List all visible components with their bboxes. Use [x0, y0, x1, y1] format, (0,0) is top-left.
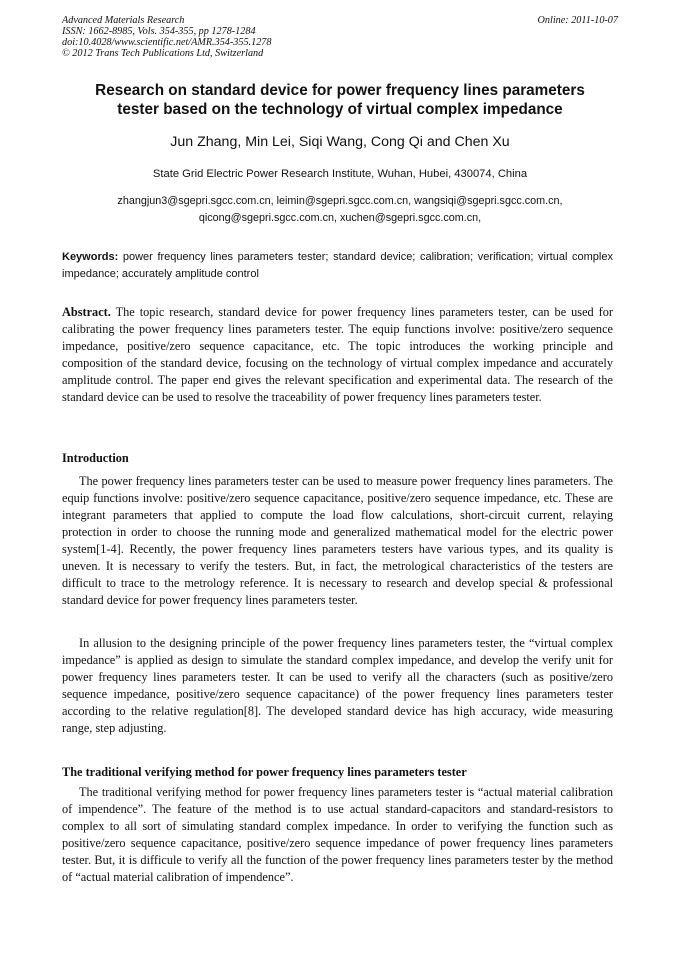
online-date: Online: 2011-10-07	[537, 15, 618, 26]
abstract-label: Abstract.	[62, 305, 111, 319]
traditional-method-paragraph: The traditional verifying method for power frequency lines parameters tester is “actual material calibration of impendence”. The feature of the method is to use actual standard-capacitors and standard-resistors to complex to all sort of simulating standard complex impedance. In order to verifying the function such as positive/zero sequence capacitance, positive/zero sequence impedance of power frequency lines parameters tester. But, it is difficule to verify all the function of the power frequency lines parameters tester by the method of “actual material calibration of impendence”.	[62, 785, 613, 885]
keywords-label: Keywords:	[62, 251, 119, 263]
paper-title	[62, 81, 618, 119]
keywords-text: power frequency lines parameters tester; standard device; calibration; verification; virtual complex impedance; accurately amplitude control	[62, 251, 613, 280]
keywords-block	[62, 249, 613, 283]
abstract-block	[62, 304, 613, 406]
introduction-paragraph-1: The power frequency lines parameters tester can be used to measure power frequency lines parameters. The equip functions involve: positive/zero sequence capacitance, positive/zero sequence impedance, etc. These are integrant parameters that applied to compute the load flow calculations, short-circuit current, relaying protection in order to choose the running mode and generalized mathematical model for the electric power system[1-4]. Recently, the power frequency lines parameters testers have various types, and its quality is uneven. It is necessary to verify the testers. But, in fact, the metrological characteristics of the testers are difficult to trace to the metrology reference. It is necessary to research and develop special & professional standard device for power frequency lines parameters tester.	[62, 474, 613, 608]
email-line-1: zhangjun3@sgepri.sgcc.com.cn, leimin@sgepri.sgcc.com.cn, wangsiqi@sgepri.sgcc.com.cn,	[117, 195, 563, 207]
copyright-line: © 2012 Trans Tech Publications Ltd, Switzerland	[62, 48, 264, 59]
affiliation: State Grid Electric Power Research Institute, Wuhan, Hubei, 430074, China	[152, 168, 528, 180]
author-list: Jun Zhang, Min Lei, Siqi Wang, Cong Qi and Chen Xu	[170, 134, 510, 150]
journal-name: Advanced Materials Research	[62, 15, 185, 26]
title-line-2: tester based on the technology of virtual complex impedance	[117, 101, 563, 118]
email-line-2: qicong@sgepri.sgcc.com.cn, xuchen@sgepri.sgcc.com.cn,	[198, 212, 482, 224]
traditional-method-heading: The traditional verifying method for power frequency lines parameters tester	[62, 765, 467, 779]
author-emails	[62, 193, 618, 227]
introduction-paragraph-2: In allusion to the designing principle of the power frequency lines parameters tester, the “virtual complex impedance” is applied as design to simulate the standard complex impedance, and develop the verify unit for power frequency lines parameters tester. It can be used to verify all the characters (such as positive/zero sequence impedance, positive/zero sequence capacitance) of the power frequency lines parameters tester according to the relative regulation[8]. The developed standard device has high accuracy, wide measuring range, step adjusting.	[62, 636, 613, 736]
abstract-text: The topic research, standard device for power frequency lines parameters tester, can be used for calibrating the power frequency lines parameters tester. The equip functions involve: positive/zero sequence impedance, positive/zero sequence capacitance, etc. The topic introduces the working principle and composition of the standard device, focusing on the technology of virtual complex impedance and accurately amplitude control. The paper end gives the relevant specification and experimental data. The research of the standard device can be used to resolve the traceability of power frequency lines parameters tester.	[62, 305, 613, 405]
doi-line: doi:10.4028/www.scientific.net/AMR.354-355.1278	[62, 37, 272, 48]
journal-header	[62, 15, 618, 59]
title-line-1: Research on standard device for power frequency lines parameters	[95, 82, 585, 99]
issn-line: ISSN: 1662-8985, Vols. 354-355, pp 1278-1284	[62, 26, 256, 37]
introduction-heading: Introduction	[62, 451, 129, 465]
